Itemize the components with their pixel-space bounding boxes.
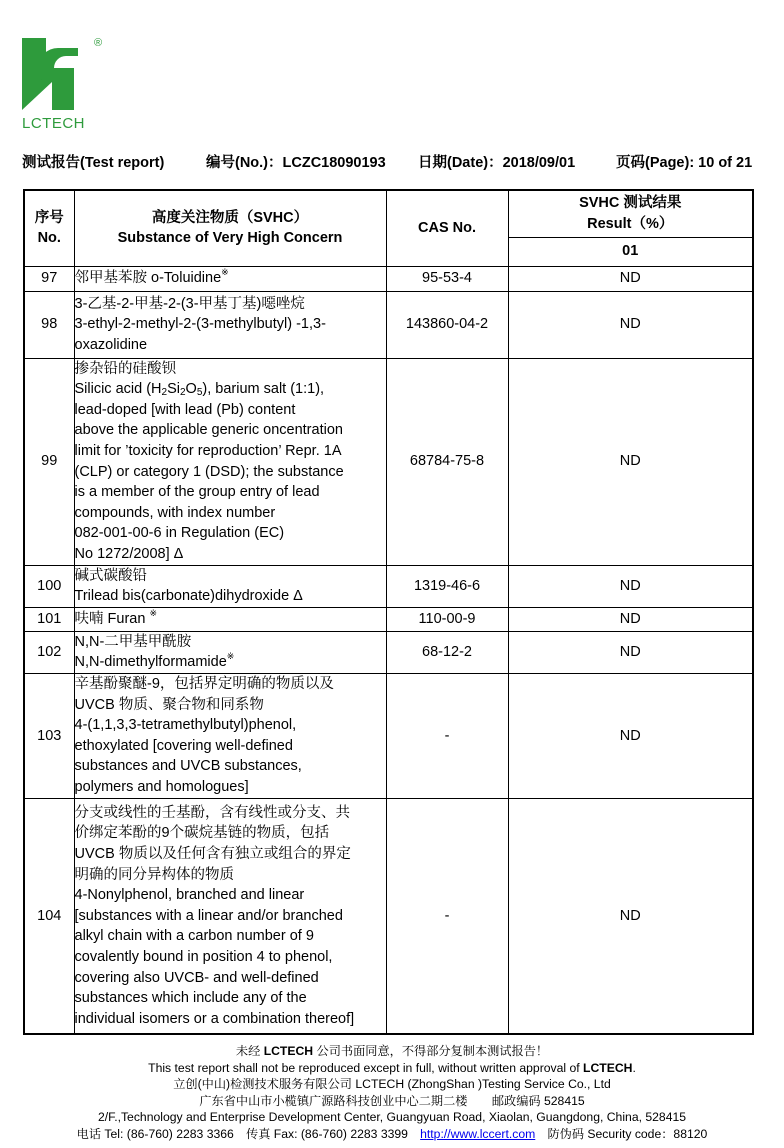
registered-mark: ® bbox=[94, 37, 103, 49]
table-row bbox=[24, 673, 753, 798]
header-substance: 高度关注物质（SVHC） Substance of Very High Concern bbox=[74, 190, 386, 266]
row-result: ND bbox=[508, 358, 753, 565]
footer-notice-cn: 未经 LCTECH 公司书面同意，不得部分复制本测试报告！ bbox=[235, 1044, 549, 1058]
row-cas: 95-53-4 bbox=[386, 266, 508, 291]
note-mark: ※ bbox=[149, 607, 157, 618]
row-no: 99 bbox=[24, 358, 74, 565]
row-substance: 掺杂铅的硅酸钡 Silicic acid (H2Si2O5), barium salt (1:1), lead-doped [with lead (Pb) content above the applicable generic oncentration limit for ’toxicity for reproduction’ Repr. 1A (CLP) or category 1 (DSD); the substance is a member of the group entry of lead compounds, with index number 082-001-00-6 in Regulation (EC) No 1272/2008] Δ bbox=[74, 358, 386, 565]
row-substance: 碱式碳酸铅 Trilead bis(carbonate)dihydroxide Δ bbox=[74, 565, 386, 607]
row-cas: 1319-46-6 bbox=[386, 565, 508, 607]
row-cas: - bbox=[386, 798, 508, 1034]
row-no: 100 bbox=[24, 565, 74, 607]
table-row bbox=[24, 565, 753, 607]
row-result: ND bbox=[508, 266, 753, 291]
page-footer bbox=[0, 1043, 784, 1142]
row-no: 98 bbox=[24, 291, 74, 358]
report-number: 编号(No.)：LCZC18090193 bbox=[206, 155, 386, 171]
table-row bbox=[24, 358, 753, 565]
footer-contact: 电话 Tel: (86-760) 2283 3366 传真 Fax: (86-760) 2283 3399 http://www.lccert.com 防伪码 Security code：88120 bbox=[76, 1126, 708, 1141]
table-row bbox=[24, 798, 753, 1034]
footer-address-cn: 广东省中山市小榄镇广源路科技创业中心二期二楼 邮政编码 528415 bbox=[199, 1093, 585, 1108]
logo-text: LCTECH bbox=[22, 115, 86, 132]
lctech-logo-icon bbox=[22, 38, 94, 110]
table-row bbox=[24, 631, 753, 673]
row-no: 102 bbox=[24, 631, 74, 673]
report-date: 日期(Date)：2018/09/01 bbox=[418, 155, 576, 171]
svhc-results-table bbox=[23, 189, 754, 1035]
row-cas: - bbox=[386, 673, 508, 798]
row-no: 97 bbox=[24, 266, 74, 291]
report-header bbox=[22, 151, 762, 172]
row-substance: 呋喃 Furan ※ bbox=[74, 607, 386, 631]
footer-company: 立创(中山)检测技术服务有限公司 LCTECH (ZhongShan )Testing Service Co., Ltd bbox=[173, 1077, 611, 1091]
header-no: 序号 No. bbox=[24, 190, 74, 266]
row-no: 103 bbox=[24, 673, 74, 798]
row-substance: 邻甲基苯胺 o-Toluidine※ bbox=[74, 266, 386, 291]
row-result: ND bbox=[508, 673, 753, 798]
row-result: ND bbox=[508, 607, 753, 631]
row-no: 104 bbox=[24, 798, 74, 1034]
note-mark: ※ bbox=[221, 267, 229, 278]
company-logo bbox=[22, 38, 114, 134]
row-substance: N,N-二甲基甲酰胺 N,N-dimethylformamide※ bbox=[74, 631, 386, 673]
header-cas: CAS No. bbox=[386, 190, 508, 266]
row-no: 101 bbox=[24, 607, 74, 631]
footer-address-en: 2/F.,Technology and Enterprise Development Center, Guangyuan Road, Xiaolan, Guangdong, China, 528415 bbox=[97, 1110, 687, 1124]
table-row bbox=[24, 607, 753, 631]
table-row bbox=[24, 291, 753, 358]
footer-notice-en: This test report shall not be reproduced except in full, without written approval of LCTECH. bbox=[148, 1060, 636, 1075]
report-title: 测试报告(Test report) bbox=[22, 155, 165, 171]
header-result: SVHC 测试结果 Result（%） bbox=[508, 190, 753, 237]
row-substance: 分支或线性的壬基酚，含有线性或分支、共 价绑定苯酚的9个碳烷基链的物质，包括 UVCB 物质以及任何含有独立或组合的界定 明确的同分异构体的物质 4-Nonylphenol, branched and linear [substances with a linear and/or branched alkyl chain with a carbon number of 9 covalently bound in position 4 to phenol, covering also UVCB- and well-defined substances which include any of the individual isomers or a combination thereof] bbox=[74, 798, 386, 1034]
row-cas: 143860-04-2 bbox=[386, 291, 508, 358]
row-result: ND bbox=[508, 798, 753, 1034]
row-cas: 110-00-9 bbox=[386, 607, 508, 631]
row-result: ND bbox=[508, 565, 753, 607]
row-cas: 68784-75-8 bbox=[386, 358, 508, 565]
header-sample-01: 01 bbox=[508, 237, 753, 266]
table-header-row bbox=[24, 190, 753, 237]
note-mark: ※ bbox=[226, 651, 235, 662]
website-link[interactable]: http://www.lccert.com bbox=[420, 1126, 536, 1141]
row-result: ND bbox=[508, 291, 753, 358]
row-result: ND bbox=[508, 631, 753, 673]
table-row bbox=[24, 266, 753, 291]
row-substance: 辛基酚聚醚-9，包括界定明确的物质以及 UVCB 物质、聚合物和同系物 4-(1,1,3,3-tetramethylbutyl)phenol, ethoxylated [covering well-defined substances and UVCB substances, polymers and homologues] bbox=[74, 673, 386, 798]
row-substance: 3-乙基-2-甲基-2-(3-甲基丁基)噁唑烷 3-ethyl-2-methyl-2-(3-methylbutyl) -1,3- oxazolidine bbox=[74, 291, 386, 358]
row-cas: 68-12-2 bbox=[386, 631, 508, 673]
page-number: 页码(Page): 10 of 21 bbox=[616, 155, 753, 171]
